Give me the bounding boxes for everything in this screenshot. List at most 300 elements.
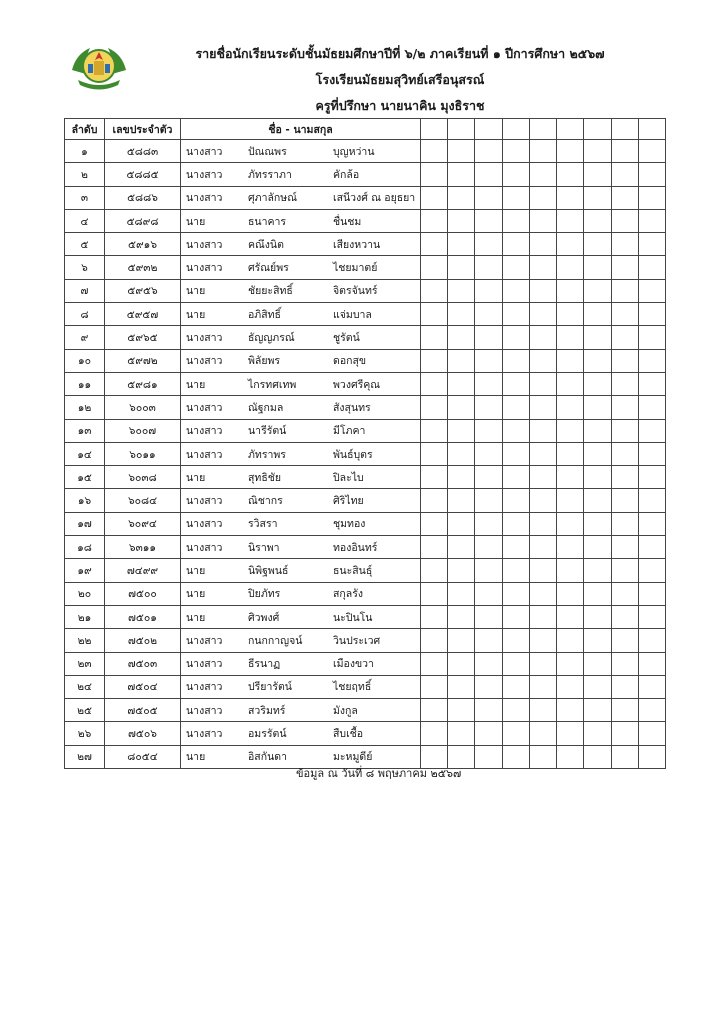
blank-cell	[638, 675, 665, 698]
name-prefix: นางสาว	[186, 704, 223, 717]
blank-cell	[584, 629, 611, 652]
last-name: ศิริไทย	[333, 495, 364, 508]
blank-cell	[448, 699, 475, 722]
blank-cell	[557, 186, 584, 209]
blank-cell	[529, 372, 556, 395]
blank-cell	[421, 489, 448, 512]
blank-cell	[584, 349, 611, 372]
blank-cell	[448, 675, 475, 698]
row-number: ๑๗	[65, 512, 105, 535]
last-name: ปิละไบ	[333, 471, 364, 484]
name-prefix: นางสาว	[186, 238, 223, 251]
table-body	[65, 140, 666, 769]
first-name: อมรรัตน์	[248, 728, 287, 741]
blank-cell	[529, 536, 556, 559]
student-name	[181, 163, 421, 186]
row-number: ๘	[65, 303, 105, 326]
last-name: ดอกสุข	[333, 355, 367, 368]
blank-cell	[611, 512, 638, 535]
blank-cell	[611, 536, 638, 559]
blank-cell	[557, 396, 584, 419]
blank-cell	[421, 582, 448, 605]
blank-cell	[557, 466, 584, 489]
blank-cell	[611, 349, 638, 372]
blank-cell	[611, 256, 638, 279]
student-name	[181, 372, 421, 395]
row-number: ๒๖	[65, 722, 105, 745]
row-number: ๒๔	[65, 675, 105, 698]
last-name: ชูรัตน์	[333, 332, 360, 345]
blank-cell	[529, 140, 556, 163]
blank-cell	[638, 256, 665, 279]
name-prefix: นาย	[186, 215, 206, 228]
student-id: ๗๕๐๐	[105, 582, 181, 605]
name-prefix: นาย	[186, 308, 206, 321]
student-name	[181, 536, 421, 559]
blank-cell	[421, 722, 448, 745]
row-number: ๓	[65, 186, 105, 209]
blank-cell	[611, 582, 638, 605]
blank-cell	[529, 419, 556, 442]
blank-cell	[421, 442, 448, 465]
blank-cell	[557, 675, 584, 698]
blank-cell	[502, 396, 529, 419]
blank-cell	[502, 536, 529, 559]
blank-cell	[638, 466, 665, 489]
last-name: พันธ์บุตร	[333, 448, 373, 461]
row-number: ๑๐	[65, 349, 105, 372]
student-id: ๕๘๘๕	[105, 163, 181, 186]
blank-cell	[557, 279, 584, 302]
blank-cell	[529, 186, 556, 209]
blank-cell	[502, 349, 529, 372]
student-id: ๗๕๐๕	[105, 699, 181, 722]
last-name: สังสุนทร	[333, 401, 371, 414]
blank-cell	[611, 675, 638, 698]
student-id: ๕๘๘๓	[105, 140, 181, 163]
blank-cell	[584, 233, 611, 256]
name-prefix: นางสาว	[186, 681, 223, 694]
blank-cell	[584, 699, 611, 722]
blank-cell	[475, 419, 502, 442]
first-name: อิสกันดา	[248, 751, 287, 764]
student-id: ๕๙๓๒	[105, 256, 181, 279]
blank-cell	[502, 256, 529, 279]
blank-cell	[529, 559, 556, 582]
blank-cell	[638, 582, 665, 605]
blank-cell	[584, 442, 611, 465]
blank-cell	[421, 186, 448, 209]
blank-cell	[584, 372, 611, 395]
blank-cell	[448, 442, 475, 465]
blank-cell	[638, 559, 665, 582]
blank-cell	[611, 163, 638, 186]
blank-cell	[421, 140, 448, 163]
blank-cell	[448, 559, 475, 582]
table-row	[65, 466, 666, 489]
blank-cell	[475, 675, 502, 698]
blank-cell	[448, 326, 475, 349]
student-name	[181, 419, 421, 442]
first-name: ธนาคาร	[248, 215, 287, 228]
blank-cell	[475, 582, 502, 605]
first-name: ภัทรราภา	[248, 168, 292, 181]
blank-cell	[557, 559, 584, 582]
blank-cell	[638, 442, 665, 465]
student-name	[181, 489, 421, 512]
last-name: เสียงหวาน	[333, 238, 381, 251]
table-row	[65, 489, 666, 512]
blank-cell	[529, 163, 556, 186]
blank-cell	[421, 652, 448, 675]
blank-cell	[448, 372, 475, 395]
blank-cell	[584, 419, 611, 442]
row-number: ๒	[65, 163, 105, 186]
blank-cell	[638, 699, 665, 722]
student-name	[181, 722, 421, 745]
blank-cell	[584, 303, 611, 326]
blank-cell	[529, 722, 556, 745]
blank-cell	[557, 512, 584, 535]
blank-column	[529, 119, 556, 140]
blank-cell	[638, 279, 665, 302]
data-date-note: ข้อมูล ณ วันที่ ๘ พฤษภาคม ๒๕๖๗	[296, 767, 462, 780]
blank-cell	[475, 745, 502, 768]
blank-cell	[611, 233, 638, 256]
row-number: ๗	[65, 279, 105, 302]
blank-cell	[529, 233, 556, 256]
blank-cell	[502, 605, 529, 628]
name-prefix: นางสาว	[186, 192, 223, 205]
blank-cell	[421, 559, 448, 582]
blank-cell	[475, 140, 502, 163]
student-id: ๘๐๕๔	[105, 745, 181, 768]
student-name	[181, 652, 421, 675]
table-row	[65, 512, 666, 535]
blank-cell	[421, 303, 448, 326]
blank-cell	[529, 256, 556, 279]
school-name: โรงเรียนมัธยมสุวิทย์เสรีอนุสรณ์	[315, 72, 485, 87]
row-number: ๕	[65, 233, 105, 256]
blank-cell	[502, 629, 529, 652]
student-id: ๗๕๐๖	[105, 722, 181, 745]
blank-cell	[638, 652, 665, 675]
blank-cell	[638, 745, 665, 768]
name-prefix: นาย	[186, 378, 206, 391]
blank-cell	[584, 279, 611, 302]
blank-column	[448, 119, 475, 140]
blank-cell	[448, 419, 475, 442]
student-id: ๕๘๙๘	[105, 209, 181, 232]
blank-cell	[502, 559, 529, 582]
blank-cell	[584, 466, 611, 489]
student-id: ๕๙๗๒	[105, 349, 181, 372]
last-name: ไชยฤทธิ์	[333, 681, 372, 694]
first-name: ศุภาลักษณ์	[248, 192, 297, 205]
blank-cell	[584, 512, 611, 535]
name-prefix: นาย	[186, 588, 206, 601]
blank-cell	[638, 605, 665, 628]
blank-cell	[421, 233, 448, 256]
last-name: เมืองขวา	[333, 658, 374, 671]
name-prefix: นางสาว	[186, 425, 223, 438]
blank-cell	[529, 209, 556, 232]
name-prefix: นางสาว	[186, 168, 223, 181]
student-name	[181, 186, 421, 209]
blank-cell	[584, 489, 611, 512]
student-name	[181, 140, 421, 163]
name-prefix: นางสาว	[186, 495, 223, 508]
student-name	[181, 326, 421, 349]
blank-cell	[557, 326, 584, 349]
blank-cell	[421, 163, 448, 186]
student-id: ๕๙๕๗	[105, 303, 181, 326]
table-row	[65, 419, 666, 442]
blank-cell	[448, 629, 475, 652]
table-row	[65, 233, 666, 256]
name-prefix: นางสาว	[186, 332, 223, 345]
blank-cell	[502, 140, 529, 163]
student-name	[181, 699, 421, 722]
blank-cell	[475, 163, 502, 186]
blank-cell	[475, 442, 502, 465]
blank-cell	[611, 442, 638, 465]
last-name: ทองอินทร์	[333, 541, 378, 554]
blank-cell	[502, 466, 529, 489]
name-prefix: นางสาว	[186, 634, 223, 647]
blank-cell	[502, 303, 529, 326]
blank-cell	[638, 326, 665, 349]
blank-cell	[502, 745, 529, 768]
blank-cell	[611, 605, 638, 628]
blank-cell	[638, 349, 665, 372]
blank-cell	[611, 209, 638, 232]
blank-column	[611, 119, 638, 140]
blank-cell	[638, 536, 665, 559]
name-prefix: นางสาว	[186, 658, 223, 671]
table-row	[65, 605, 666, 628]
last-name: มังกูล	[333, 704, 358, 717]
name-prefix: นางสาว	[186, 145, 223, 158]
first-name: กนกกาญจน์	[248, 634, 303, 647]
blank-cell	[448, 466, 475, 489]
student-name	[181, 233, 421, 256]
table-row	[65, 140, 666, 163]
table-row	[65, 675, 666, 698]
student-id: ๕๘๘๖	[105, 186, 181, 209]
blank-cell	[638, 209, 665, 232]
blank-cell	[557, 233, 584, 256]
student-name	[181, 256, 421, 279]
blank-cell	[475, 559, 502, 582]
blank-cell	[557, 605, 584, 628]
name-prefix: นางสาว	[186, 355, 223, 368]
table-row	[65, 349, 666, 372]
blank-cell	[475, 209, 502, 232]
name-prefix: นาย	[186, 611, 206, 624]
blank-cell	[584, 256, 611, 279]
blank-cell	[448, 396, 475, 419]
blank-cell	[611, 186, 638, 209]
blank-cell	[529, 629, 556, 652]
blank-cell	[502, 652, 529, 675]
student-id: ๖๐๓๘	[105, 466, 181, 489]
blank-cell	[448, 605, 475, 628]
student-id: ๕๙๖๕	[105, 326, 181, 349]
blank-cell	[421, 699, 448, 722]
blank-cell	[448, 722, 475, 745]
blank-cell	[421, 419, 448, 442]
row-number: ๒๗	[65, 745, 105, 768]
blank-cell	[557, 209, 584, 232]
blank-cell	[475, 512, 502, 535]
blank-cell	[584, 559, 611, 582]
blank-cell	[475, 722, 502, 745]
blank-cell	[557, 303, 584, 326]
blank-cell	[557, 629, 584, 652]
student-id: ๖๐๐๓	[105, 396, 181, 419]
blank-cell	[584, 605, 611, 628]
blank-cell	[611, 279, 638, 302]
blank-cell	[611, 466, 638, 489]
table-row	[65, 279, 666, 302]
blank-cell	[421, 605, 448, 628]
blank-cell	[638, 722, 665, 745]
blank-cell	[557, 536, 584, 559]
blank-cell	[611, 699, 638, 722]
blank-cell	[502, 372, 529, 395]
first-name: ศรัณย์พร	[248, 262, 289, 275]
blank-cell	[448, 652, 475, 675]
blank-cell	[529, 675, 556, 698]
blank-cell	[611, 326, 638, 349]
blank-cell	[557, 489, 584, 512]
blank-cell	[611, 396, 638, 419]
first-name: นิพิฐพนธ์	[248, 564, 289, 577]
blank-cell	[502, 582, 529, 605]
blank-cell	[584, 209, 611, 232]
student-id: ๗๕๐๓	[105, 652, 181, 675]
blank-cell	[584, 652, 611, 675]
student-id: ๖๐๙๔	[105, 512, 181, 535]
blank-cell	[638, 419, 665, 442]
blank-cell	[529, 466, 556, 489]
first-name: นารีรัตน์	[248, 425, 287, 438]
student-name	[181, 512, 421, 535]
first-name: ชัยยะสิทธิ์	[248, 285, 293, 298]
first-name: รวิสรา	[248, 518, 278, 531]
student-name	[181, 582, 421, 605]
student-id: ๖๐๘๔	[105, 489, 181, 512]
table-row	[65, 536, 666, 559]
table-row	[65, 559, 666, 582]
blank-cell	[584, 745, 611, 768]
blank-cell	[611, 489, 638, 512]
blank-cell	[448, 140, 475, 163]
first-name: อภิสิทธิ์	[248, 308, 281, 321]
blank-cell	[475, 349, 502, 372]
first-name: ไกรทศเทพ	[248, 378, 297, 391]
student-name	[181, 466, 421, 489]
first-name: คณึงนิต	[248, 238, 284, 251]
blank-cell	[475, 372, 502, 395]
last-name: ไชยมาตย์	[333, 262, 378, 275]
blank-cell	[421, 396, 448, 419]
blank-cell	[448, 303, 475, 326]
blank-cell	[475, 699, 502, 722]
last-name: คักล้อ	[333, 168, 360, 181]
row-number: ๒๑	[65, 605, 105, 628]
student-name	[181, 442, 421, 465]
advisor-name: ครูที่ปรึกษา นายนาคิน มุงธิราช	[315, 98, 485, 113]
blank-cell	[529, 512, 556, 535]
table-row	[65, 186, 666, 209]
student-id: ๗๕๐๒	[105, 629, 181, 652]
student-name	[181, 559, 421, 582]
blank-column	[584, 119, 611, 140]
blank-cell	[557, 372, 584, 395]
student-name	[181, 605, 421, 628]
blank-cell	[584, 186, 611, 209]
table-row	[65, 396, 666, 419]
row-number: ๑๓	[65, 419, 105, 442]
blank-cell	[448, 512, 475, 535]
table-row	[65, 372, 666, 395]
row-number: ๑๔	[65, 442, 105, 465]
blank-cell	[611, 372, 638, 395]
blank-cell	[448, 536, 475, 559]
blank-cell	[502, 233, 529, 256]
blank-cell	[448, 233, 475, 256]
student-name	[181, 349, 421, 372]
blank-cell	[475, 605, 502, 628]
row-number: ๔	[65, 209, 105, 232]
student-id: ๕๙๕๖	[105, 279, 181, 302]
blank-cell	[557, 163, 584, 186]
blank-cell	[502, 699, 529, 722]
blank-cell	[475, 652, 502, 675]
student-name	[181, 675, 421, 698]
blank-cell	[611, 722, 638, 745]
row-number: ๒๒	[65, 629, 105, 652]
blank-column	[557, 119, 584, 140]
student-id: ๖๐๐๗	[105, 419, 181, 442]
first-name: พิลัยพร	[248, 355, 281, 368]
blank-cell	[502, 722, 529, 745]
blank-column	[638, 119, 665, 140]
blank-cell	[448, 186, 475, 209]
blank-cell	[638, 163, 665, 186]
blank-cell	[502, 326, 529, 349]
blank-cell	[475, 279, 502, 302]
row-number: ๖	[65, 256, 105, 279]
student-name	[181, 396, 421, 419]
blank-cell	[611, 140, 638, 163]
blank-cell	[475, 466, 502, 489]
first-name: ภัทราพร	[248, 448, 286, 461]
student-name	[181, 279, 421, 302]
blank-cell	[557, 582, 584, 605]
first-name: ณิชากร	[248, 495, 283, 508]
name-prefix: นาย	[186, 751, 206, 764]
blank-cell	[421, 256, 448, 279]
blank-cell	[638, 629, 665, 652]
blank-cell	[584, 536, 611, 559]
blank-cell	[448, 349, 475, 372]
blank-cell	[475, 303, 502, 326]
blank-cell	[529, 582, 556, 605]
last-name: แจ่มบาล	[333, 308, 372, 321]
